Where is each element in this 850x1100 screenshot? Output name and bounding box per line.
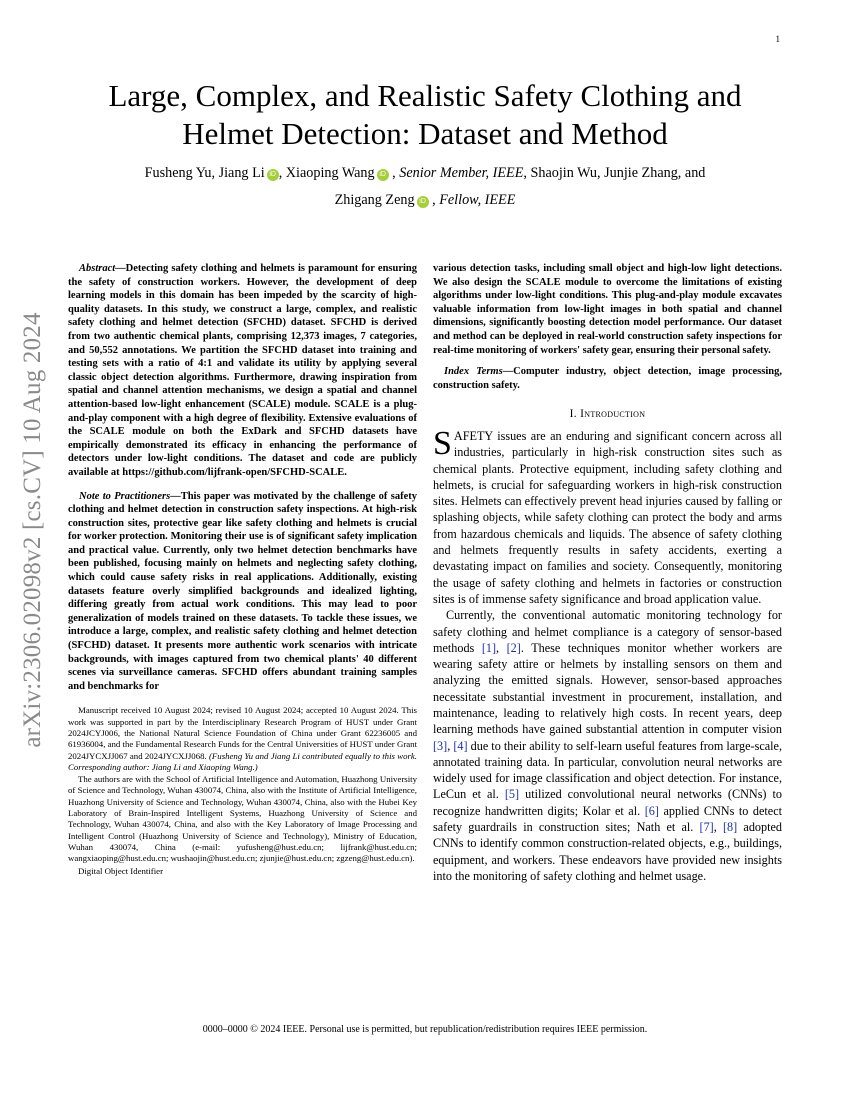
authors-text: Fusheng Yu, Jiang Li: [144, 165, 265, 181]
footnote-doi: Digital Object Identifier: [78, 865, 164, 876]
citation-link[interactable]: [3]: [433, 738, 448, 753]
note-label: Note to Practitioners: [79, 490, 171, 502]
note-text: —This paper was motivated by the challenge of safety clothing and helmet detection in construction safety inspections. At high-risk construction sites, protective gear like safety clothing and helmets is crucial for worker protection. Monitoring their use is of significant safety implication and practical value. Currently, only two helmet detection benchmarks have been published, focusing mainly on helmets and neglecting safety clothing, which could cause safety risks in real applications. Additionally, existing datasets feature overly simplified backgrounds and idealized lighting, differing greatly from actual work conditions. This may lead to poor generalization of models trained on these datasets. To tackle these issues, we introduce a large, complex, and realistic safety clothing and helmet detection (SFCHD) dataset. It presents more authentic work scenarios with intricate backgrounds, with images captured from two chemical plants' 40 different scenes via surveillance cameras. SFCHD offers abundant training samples and benchmarks for: [68, 490, 417, 692]
citation-link[interactable]: [4]: [453, 738, 468, 753]
citation-link[interactable]: [1]: [481, 640, 497, 655]
author-title: Fellow, IEEE: [439, 192, 516, 208]
abstract-label: Abstract: [79, 263, 116, 274]
abstract: [68, 262, 417, 480]
citation-link[interactable]: [5]: [504, 787, 520, 802]
author-title: Senior Member, IEEE: [399, 165, 524, 181]
citation-link[interactable]: [8]: [723, 820, 738, 835]
footnotes: [68, 705, 417, 876]
section-heading: I. Introduction: [569, 408, 646, 421]
footnote-manuscript: Manuscript received 10 August 2024; revised 10 August 2024; accepted 10 August 2024. This work was supported in part by the Interdisciplinary Research Program of HUST under Grant 2024JCYJ006, the National Natural Science Foundation of China under Grant 62236005 and 61936004, and the Fundamental Research Funds for the Central Universities of HUST under Grant 2024JYCXJJ067 and 2024JYCXJJ068. (Fusheng Yu and Jiang Li contributed equally to this work. Corresponding author: Jiang Li and Xiaoping Wang.): [68, 705, 418, 772]
right-column: [433, 262, 782, 884]
index-terms: [433, 365, 782, 392]
drop-cap: S: [433, 424, 452, 462]
authors-text: Zhigang Zeng: [334, 192, 415, 208]
orcid-icon[interactable]: iD: [267, 169, 279, 181]
footnote-contrib: (Fusheng Yu and Jiang Li contributed equally to this work. Corresponding author: Jiang Li and Xiaoping Wang.): [68, 750, 418, 772]
index-terms-text: —Computer industry, object detection, image processing, construction safety.: [433, 366, 782, 391]
authors-text: , Xiaoping Wang: [278, 165, 375, 181]
citation-link[interactable]: [2]: [506, 640, 521, 655]
abstract-text: —Detecting safety clothing and helmets is paramount for ensuring the safety of construction workers. However, the development of deep learning models in this domain has been impeded by the scarcity of high-quality datasets. In this study, we construct a large, complex, and realistic safety clothing and helmet detection (SFCHD) dataset. SFCHD is derived from two authentic chemical plants, comprising 12,373 images, 7 categories, and 50,552 annotations. We partition the SFCHD dataset into training and testing sets with a ratio of 4:1 and validate its utility by applying several classic object detection algorithms. Furthermore, drawing inspiration from spatial and channel attention mechanisms, we design a spatial and channel attention-based low-light enhancement (SCALE) module. SCALE is a plug-and-play component with a high degree of flexibility. Extensive evaluations of the SCALE module on both the ExDark and SFCHD datasets have empirically demonstrated its efficacy in enhancing the performance of detectors under low-light conditions. The dataset and code are publicly available at https://github.com/lijfrank-open/SFCHD-SCALE.: [68, 263, 417, 478]
arxiv-identifier[interactable]: arXiv:2306.02098v2 [cs.CV] 10 Aug 2024: [19, 312, 46, 748]
authors-text: , Shaojin Wu, Junjie Zhang, and: [523, 165, 706, 181]
arxiv-sidebar: [13, 285, 53, 775]
index-terms-label: Index Terms: [444, 366, 503, 378]
paper-title: Large, Complex, and Realistic Safety Clothing and Helmet Detection: Dataset and Method: [108, 78, 742, 151]
note-continuation: various detection tasks, including small object and high-low light detections. We also design the SCALE module to overcome the limitations of existing algorithms under low-light conditions. This plug-and-play module excavates valuable information from low-light images in both spatial and channel dimensions, significantly boosting detection model performance. Our dataset and method can be deployed in real-world construction safety inspections for real-time monitoring of workers' safety gear, ensuring their personal safety.: [433, 263, 782, 356]
author-list: Fusheng Yu, Jiang Li iD , Xiaoping Wang iD , Senior Member, IEEE, Shaojin Wu, Junjie Zhang, and Zhigang Zeng iD , Fellow, IEEE: [144, 165, 706, 208]
left-column: [68, 262, 417, 878]
citation-link[interactable]: [7]: [699, 820, 714, 835]
note-to-practitioners: [68, 490, 417, 694]
copyright-footer: 0000–0000 © 2024 IEEE. Personal use is permitted, but republication/redistribution requires IEEE permission.: [202, 1024, 648, 1035]
footnote-affiliation: The authors are with the School of Artificial Intelligence and Automation, Huazhong University of Science and Technology, Wuhan 430074, China, also with the Institute of Artificial Intelligence, Huazhong University of Science and Technology, Wuhan 430074, China, also with the Hubei Key Laboratory of Brain-Inspired Intelligent Systems, Huazhong University of Science and Technology, Wuhan 430074, China, and also with the Key Laboratory of Image Processing and Intelligent Control (Huazhong University of Science and Technology), Ministry of Education, Wuhan 430074, China (e-mail: yufusheng@hust.edu.cn; lijfrank@hust.edu.cn; wangxiaoping@hust.edu.cn; wushaojin@hust.edu.cn; zjunjie@hust.edu.cn; zgzeng@hust.edu.cn).: [68, 774, 417, 864]
intro-paragraph-2: Currently, the conventional automatic monitoring technology for safety clothing and helmet compliance is a category of sensor-based methods [1], [2]. These techniques monitor whether workers are wearing safety attire or helmets by installing sensors on them and analyzing the emitted signals. However, sensor-based approaches necessitate substantial investment in procurement, installation, and maintenance, leading to relatively high costs. In recent years, deep learning methods have gained substantial attention in computer vision [3], [4] due to their ability to self-learn useful features from large-scale, annotated training data. In particular, convolution neural networks are widely used for image classification and object detection. For instance, LeCun et al. [5] utilized convolutional neural networks (CNNs) to recognize handwritten digits; Kolar et al. [6] applied CNNs to detect safety guardrails in construction sites; Nath et al. [7], [8] adopted CNNs to identify common construction-related objects, e.g., buildings, equipment, and workers. These endeavors have provided new insights into the monitoring of safety clothing and helmet usage.: [433, 608, 783, 883]
orcid-icon[interactable]: iD: [417, 196, 429, 208]
intro-paragraph-1: SAFETY issues are an enduring and significant concern across all industries, particularly in high-risk construction sites such as chemical plants. Protective equipment, including safety clothing and helmets, is crucial for safeguarding workers in high-risk construction sites. Helmets can effectively prevent head injuries caused by falling or splashing objects, while safety clothing can protect the body and arms from hazardous chemicals and liquids. The absence of safety clothing and helmets frequently results in safety accidents, exerting a devastating impact on families and society. Consequently, monitoring the usage of safety clothing and helmets in factories or construction sites is of immense safety significance and broad application value.: [433, 424, 782, 606]
orcid-icon[interactable]: iD: [377, 169, 389, 181]
page-number: 1: [775, 34, 780, 44]
citation-link[interactable]: [6]: [644, 803, 659, 818]
